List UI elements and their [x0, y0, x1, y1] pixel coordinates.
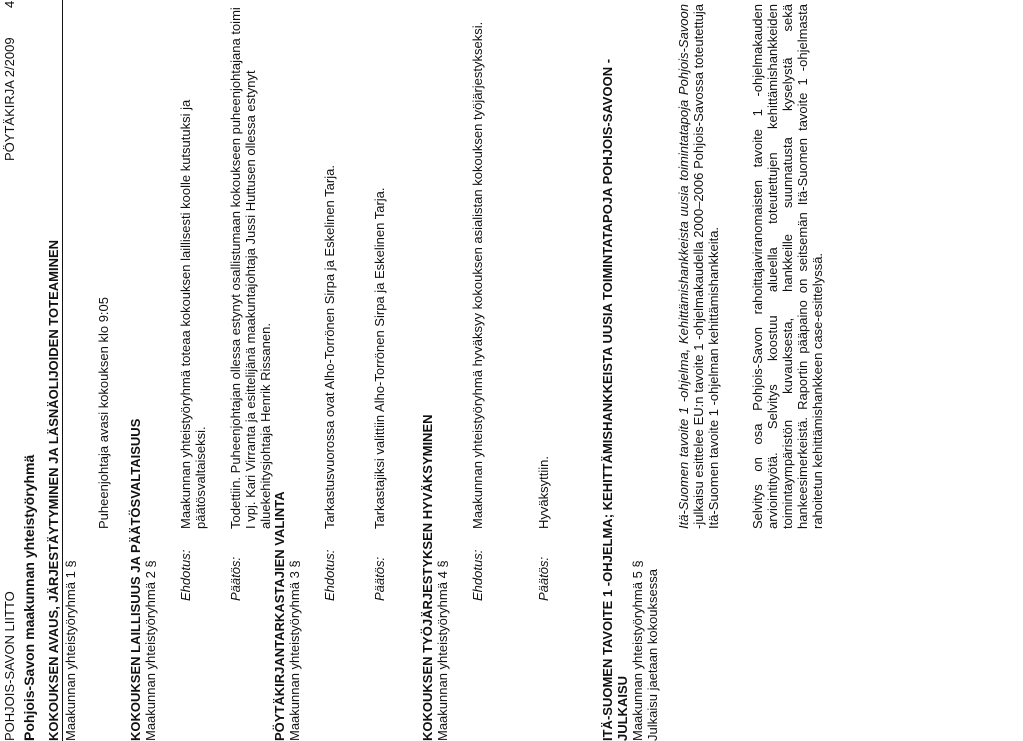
section-text: Puheenjohtaja avasi kokouksen klo 9:05	[96, 297, 111, 529]
section-2	[128, 0, 273, 741]
section-subtitle: Maakunnan yhteistyöryhmä 5 §	[630, 560, 645, 741]
section-subtitle: Maakunnan yhteistyöryhmä 2 §	[143, 560, 158, 741]
paatos-text: Hyväksyttiin.	[536, 456, 551, 529]
page-number: 4	[2, 0, 17, 8]
section-paragraph-1	[676, 4, 721, 529]
ehdotus-label: Ehdotus:	[322, 549, 337, 601]
section-5	[600, 0, 825, 741]
section-title: KOKOUKSEN LAILLISUUS JA PÄÄTÖSVALTAISUUS	[128, 418, 143, 741]
section-note: Julkaisu jaetaan kokouksessa	[645, 569, 660, 741]
ehdotus-label: Ehdotus:	[178, 549, 193, 601]
section-title: PÖYTÄKIRJANTARKASTAJIEN VALINTA	[272, 491, 287, 741]
ehdotus-label: Ehdotus:	[470, 549, 485, 601]
paatos-label: Päätös:	[372, 556, 387, 601]
section-1	[46, 0, 111, 741]
section-3	[272, 0, 387, 741]
paatos-text: Todettiin. Puheenjohtajan ollessa estynyt osallistumaan kokoukseen puheenjohtajana toimi I vpj. Kari Virranta ja esittelijänä maakuntajohtaja Jussi Huttusen ollessa estynyt aluekehitysjohtaja Henrik Rissanen.	[228, 7, 273, 529]
section-subtitle: Maakunnan yhteistyöryhmä 3 §	[287, 560, 302, 741]
paragraph-text: -julkaisu esittelee EU:n tavoite 1 -ohjelmakaudella 2000–2006 Pohjois-Savossa toteutettuja Itä-Suomen tavoite 1 -ohjelman kehittämishankkeita.	[691, 4, 721, 529]
paatos-text: Tarkastajiksi valittiin Alho-Torrönen Sirpa ja Eskelinen Tarja.	[372, 187, 387, 529]
section-paragraph-2: Selvitys on osa Pohjois-Savon rahoittajaviranomaisten tavoite 1 -ohjelmakauden arviointityötä. Selvitys koostuu alueella toteutettujen kehittämishankkeiden toimintaympäristön kuvauksesta, hankkeille suunnatusta kyselystä sekä hankeesimerkeistä. Raportin pääpaino on seitsemän Itä-Suomen tavoite 1 -ohjelmasta rahoitetun kehittämishankkeen case-esittelyssä.	[750, 4, 825, 529]
ehdotus-text: Maakunnan yhteistyöryhmä toteaa kokouksen laillisesti koolle kutsutuksi ja päätösvaltaiseksi.	[178, 99, 208, 529]
publication-title: Itä-Suomen tavoite 1 -ohjelma, Kehittämishankkeista uusia toimintatapoja Pohjois-Savoon	[676, 4, 691, 529]
paatos-label: Päätös:	[228, 556, 243, 601]
section-title: KOKOUKSEN TYÖJÄRJESTYKSEN HYVÄKSYMINEN	[420, 414, 435, 741]
organization-title: Pohjois-Savon maakunnan yhteistyöryhmä	[21, 454, 37, 741]
ehdotus-text: Maakunnan yhteistyöryhmä hyväksyy kokouksen asialistan kokouksen työjärjestykseksi.	[470, 21, 485, 529]
header-organization: POHJOIS-SAVON LIITTO	[2, 591, 17, 741]
section-subtitle: Maakunnan yhteistyöryhmä 4 §	[435, 560, 450, 741]
ehdotus-text: Tarkastusvuorossa ovat Alho-Torrönen Sirpa ja Eskelinen Tarja.	[322, 165, 337, 529]
section-title: KOKOUKSEN AVAUS, JÄRJESTÄYTYMINEN JA LÄSNÄOLIJOIDEN TOTEAMINEN	[46, 0, 63, 741]
section-title: ITÄ-SUOMEN TAVOITE 1 -OHJELMA; KEHITTÄMISHANKKEISTA UUSIA TOIMINTATAPOJA POHJOIS-SAVOON -JULKAISU	[600, 58, 630, 741]
paatos-label: Päätös:	[536, 556, 551, 601]
section-4	[420, 0, 551, 741]
section-subtitle: Maakunnan yhteistyöryhmä 1 §	[63, 560, 78, 741]
header-document-id: PÖYTÄKIRJA 2/2009	[2, 37, 17, 161]
